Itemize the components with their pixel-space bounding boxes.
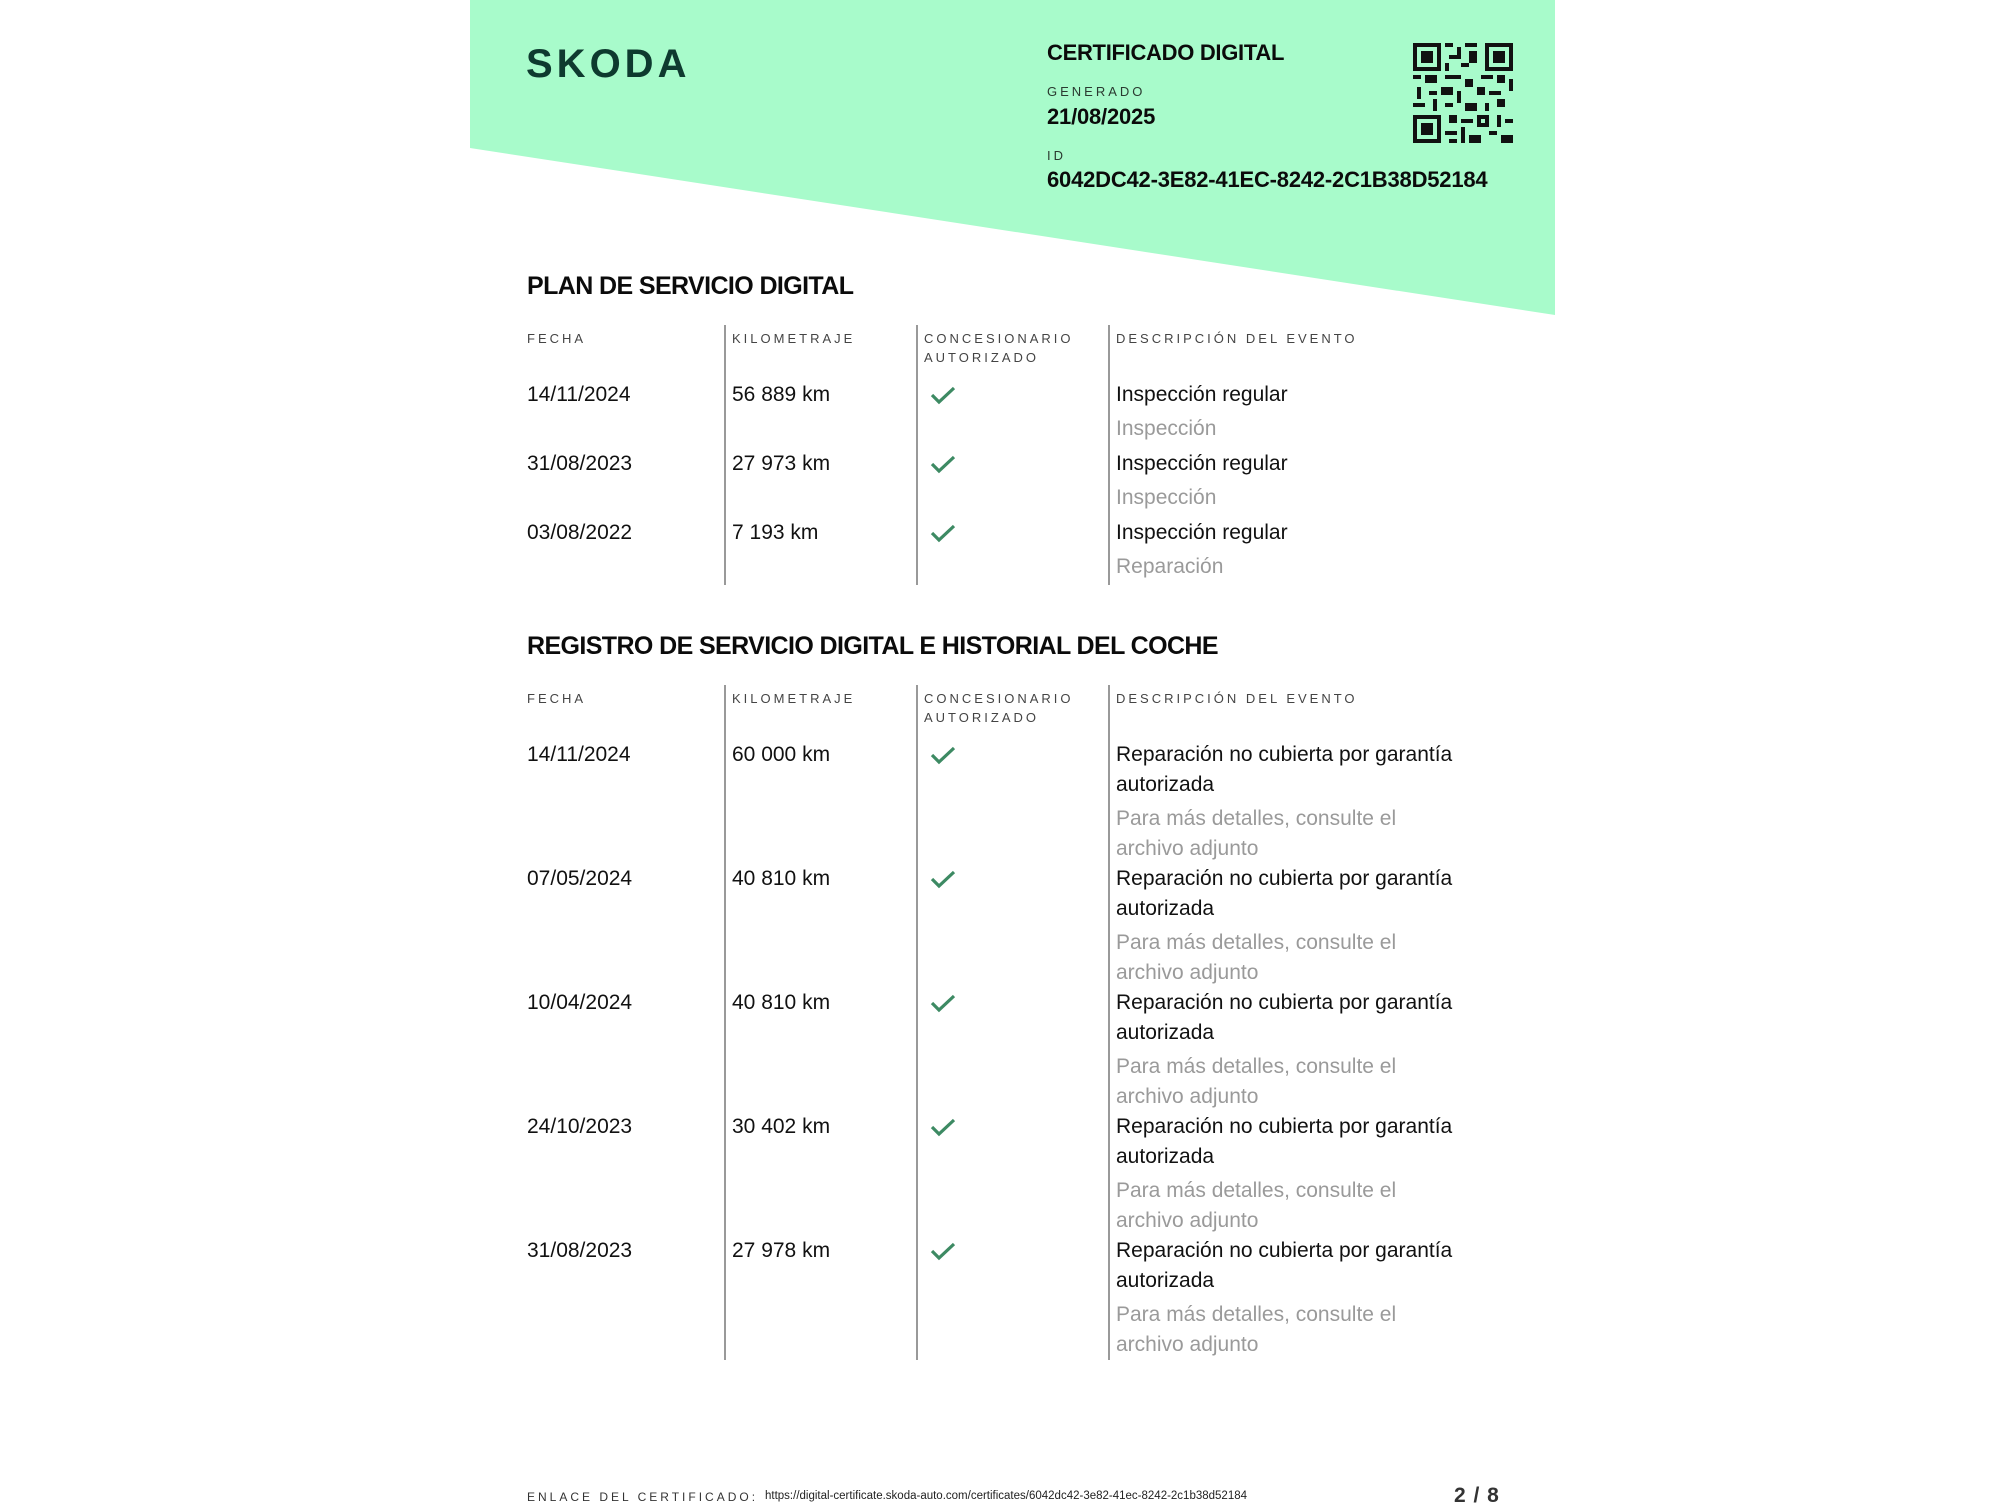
certificate-title: CERTIFICADO DIGITAL bbox=[1047, 40, 1285, 65]
check-icon bbox=[930, 1117, 956, 1137]
check-icon bbox=[930, 1241, 956, 1261]
history-row-date: 14/11/2024 bbox=[527, 743, 631, 766]
generated-date: 21/08/2025 bbox=[1047, 104, 1156, 129]
column-header-description: DESCRIPCIÓN DEL EVENTO bbox=[1116, 691, 1358, 706]
plan-row-date: 31/08/2023 bbox=[527, 452, 633, 475]
column-divider bbox=[916, 685, 918, 1360]
certificate-link-label: ENLACE DEL CERTIFICADO: bbox=[527, 1490, 759, 1504]
column-header-mileage: KILOMETRAJE bbox=[732, 691, 856, 706]
page-number: 2 / 8 bbox=[1454, 1484, 1500, 1507]
column-header-date: FECHA bbox=[527, 331, 587, 346]
plan-row-description: Inspección regular Inspección bbox=[1116, 383, 1288, 440]
column-header-dealer: CONCESIONARIO AUTORIZADO bbox=[924, 691, 1074, 725]
column-header-mileage: KILOMETRAJE bbox=[732, 331, 856, 346]
history-row-description: Reparación no cubierta por garantía autorizada Para más detalles, consulte el archivo adjunto bbox=[1116, 867, 1453, 984]
plan-row-date: 14/11/2024 bbox=[527, 383, 631, 406]
column-divider bbox=[1108, 325, 1110, 585]
plan-section-title: PLAN DE SERVICIO DIGITAL bbox=[527, 272, 854, 300]
check-icon bbox=[930, 993, 956, 1013]
certificate-link[interactable]: https://digital-certificate.skoda-auto.com/certificates/6042dc42-3e82-41ec-8242-2c1b38d52184 bbox=[765, 1490, 1248, 1502]
svg-text:SKODA: SKODA bbox=[526, 44, 691, 84]
plan-row-date: 03/08/2022 bbox=[527, 521, 633, 544]
column-header-description: DESCRIPCIÓN DEL EVENTO bbox=[1116, 331, 1358, 346]
history-row-description: Reparación no cubierta por garantía autorizada Para más detalles, consulte el archivo adjunto bbox=[1116, 991, 1453, 1108]
history-row-description: Reparación no cubierta por garantía autorizada Para más detalles, consulte el archivo adjunto bbox=[1116, 1239, 1453, 1356]
id-label: ID bbox=[1047, 148, 1066, 163]
history-row-date: 10/04/2024 bbox=[527, 991, 633, 1014]
history-row-mileage: 40 810 km bbox=[732, 991, 831, 1014]
check-icon bbox=[930, 745, 956, 765]
check-icon bbox=[930, 454, 956, 474]
generated-label: GENERADO bbox=[1047, 84, 1146, 99]
column-header-dealer: CONCESIONARIO AUTORIZADO bbox=[924, 331, 1074, 365]
history-row-date: 07/05/2024 bbox=[527, 867, 633, 890]
check-icon bbox=[930, 869, 956, 889]
history-row-mileage: 30 402 km bbox=[732, 1115, 831, 1138]
history-row-date: 31/08/2023 bbox=[527, 1239, 633, 1262]
certificate-page bbox=[470, 0, 1555, 1507]
history-row-description: Reparación no cubierta por garantía autorizada Para más detalles, consulte el archivo adjunto bbox=[1116, 1115, 1453, 1232]
plan-row-description: Inspección regular Reparación bbox=[1116, 521, 1288, 578]
column-divider bbox=[724, 325, 726, 585]
check-icon bbox=[930, 385, 956, 405]
column-divider bbox=[1108, 685, 1110, 1360]
plan-row-mileage: 7 193 km bbox=[732, 521, 819, 544]
history-row-mileage: 40 810 km bbox=[732, 867, 831, 890]
history-row-date: 24/10/2023 bbox=[527, 1115, 633, 1138]
column-header-date: FECHA bbox=[527, 691, 587, 706]
plan-row-description: Inspección regular Inspección bbox=[1116, 452, 1288, 509]
certificate-id: 6042DC42-3E82-41EC-8242-2C1B38D52184 bbox=[1047, 167, 1488, 192]
qr-code-icon[interactable] bbox=[1413, 43, 1513, 143]
check-icon bbox=[930, 523, 956, 543]
skoda-logo-icon bbox=[526, 44, 726, 84]
column-divider bbox=[724, 685, 726, 1360]
history-row-mileage: 27 978 km bbox=[732, 1239, 831, 1262]
column-divider bbox=[916, 325, 918, 585]
plan-row-mileage: 56 889 km bbox=[732, 383, 831, 406]
history-section-title: REGISTRO DE SERVICIO DIGITAL E HISTORIAL DEL COCHE bbox=[527, 632, 1218, 660]
plan-row-mileage: 27 973 km bbox=[732, 452, 831, 475]
history-row-mileage: 60 000 km bbox=[732, 743, 831, 766]
history-row-description: Reparación no cubierta por garantía autorizada Para más detalles, consulte el archivo adjunto bbox=[1116, 743, 1453, 860]
